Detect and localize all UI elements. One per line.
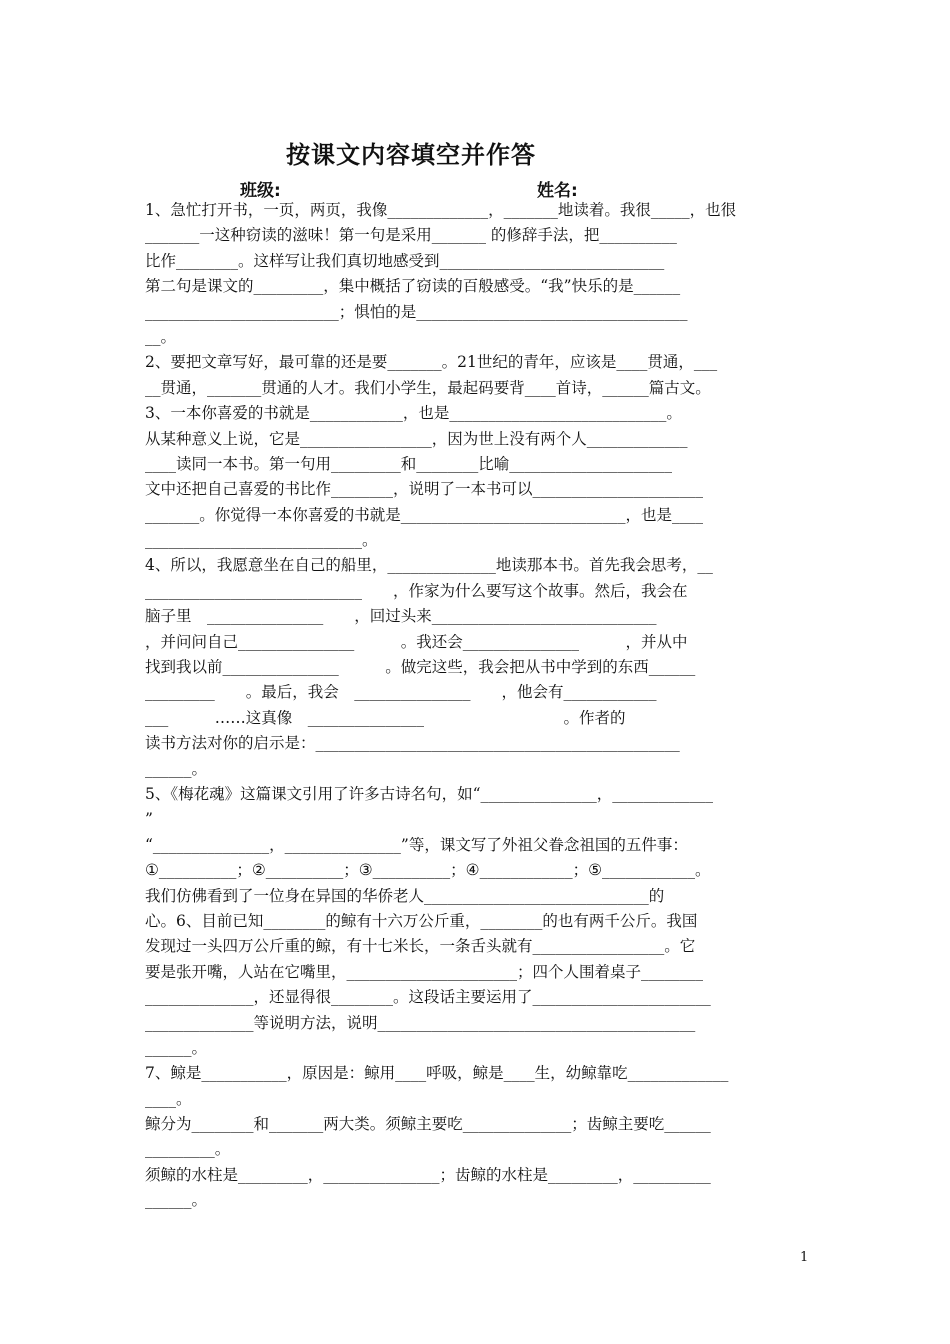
text-line: 脑子里 _______________ ，回过头来_____________________________	[145, 607, 657, 626]
text-line: 比作________。这样写让我们真切地感受到_____________________________	[145, 251, 665, 270]
text-line: 须鲸的水柱是_________，_______________；齿鲸的水柱是_________，__________	[145, 1165, 711, 1184]
text-line: ”	[145, 810, 153, 829]
text-line: ①__________；②__________；③__________；④____________；⑤____________。	[145, 861, 711, 880]
text-line: “_______________，_______________”等，课文写了外祖父眷念祖国的五件事：	[145, 835, 688, 854]
text-line: 鲸分为________和_______两大类。须鲸主要吃______________；齿鲸主要吃______	[145, 1115, 711, 1134]
text-line: ______。	[145, 759, 208, 778]
text-line: ______________等说明方法，说明_________________________________________	[145, 1013, 696, 1032]
text-line: ______。	[145, 1191, 208, 1210]
text-line: 2、要把文章写好，最可靠的还是要_______。21世纪的青年，应该是____贯通，___	[145, 353, 718, 372]
text-line: 3、一本你喜爱的书就是____________，也是____________________________。	[145, 404, 682, 423]
text-line: __贯通，_______贯通的人才。我们小学生，最起码要背____首诗，______篇古文。	[145, 378, 711, 397]
text-line: 从某种意义上说，它是_________________，因为世上没有两个人_____________	[145, 429, 688, 448]
text-line: ____________________________ ，作家为什么要写这个故事。然后，我会在	[145, 581, 688, 600]
text-line: ___ ……这真像 _______________ 。作者的	[145, 708, 626, 727]
text-line: 5、《梅花魂》这篇课文引用了许多古诗名句，如“_______________，_____________	[145, 784, 714, 803]
worksheet-body	[145, 198, 835, 1214]
class-label: 班级:	[240, 181, 281, 201]
text-line: 我们仿佛看到了一位身在异国的华侨老人_____________________________的	[145, 886, 665, 905]
page-number: 1	[800, 1250, 809, 1265]
text-line: 要是张开嘴，人站在它嘴里，______________________；四个人围着桌子________	[145, 962, 704, 981]
text-line: _______。你觉得一本你喜爱的书就是_____________________________，也是____	[145, 505, 704, 524]
text-line: _________ 。最后，我会 _______________ ，他会有____________	[145, 683, 657, 702]
text-line: 第二句是课文的_________，集中概括了窃读的百般感受。“我”快乐的是______	[145, 277, 681, 296]
text-line: _________________________；惧怕的是___________________________________	[145, 302, 688, 321]
text-line: _________。	[145, 1140, 231, 1159]
text-line: _______一这种窃读的滋味！第一句是采用_______ 的修辞手法，把__________	[145, 226, 677, 245]
text-line: 文中还把自己喜爱的书比作________，说明了一本书可以______________________	[145, 480, 704, 499]
text-line: 发现过一头四万公斤重的鲸，有十七米长，一条舌头就有_________________。它	[145, 937, 696, 956]
text-line: 找到我以前_______________ 。做完这些，我会把从书中学到的东西______	[145, 658, 696, 677]
text-line: ______。	[145, 1038, 208, 1057]
text-line: ，并问问自己_______________ 。我还会_______________ ，并从中	[145, 632, 688, 651]
text-line: __。	[145, 327, 177, 346]
text-line: ______________，还显得很________。这段话主要运用了_______________________	[145, 988, 711, 1007]
text-line: ____读同一本书。第一句用_________和________比喻_____________________	[145, 454, 673, 473]
text-line: 4、所以，我愿意坐在自己的船里，______________地读那本书。首先我会思考，__	[145, 556, 713, 575]
text-line: 1、急忙打开书，一页，两页，我像_____________，_______地读着。我很_____，也很	[145, 201, 737, 219]
text-line: ____________________________。	[145, 531, 378, 550]
text-line: 读书方法对你的启示是：_______________________________________________	[145, 734, 680, 753]
text-line: 心。6、目前已知________的鲸有十六万公斤重，________的也有两千公斤。我国	[145, 911, 698, 930]
text-line: 7、鲸是___________，原因是：鲸用____呼吸，鲸是____生，幼鲸靠吃_____________	[145, 1064, 729, 1083]
name-label: 姓名:	[537, 181, 578, 201]
page-title: 按课文内容填空并作答	[286, 141, 536, 169]
text-line: ____。	[145, 1089, 192, 1108]
